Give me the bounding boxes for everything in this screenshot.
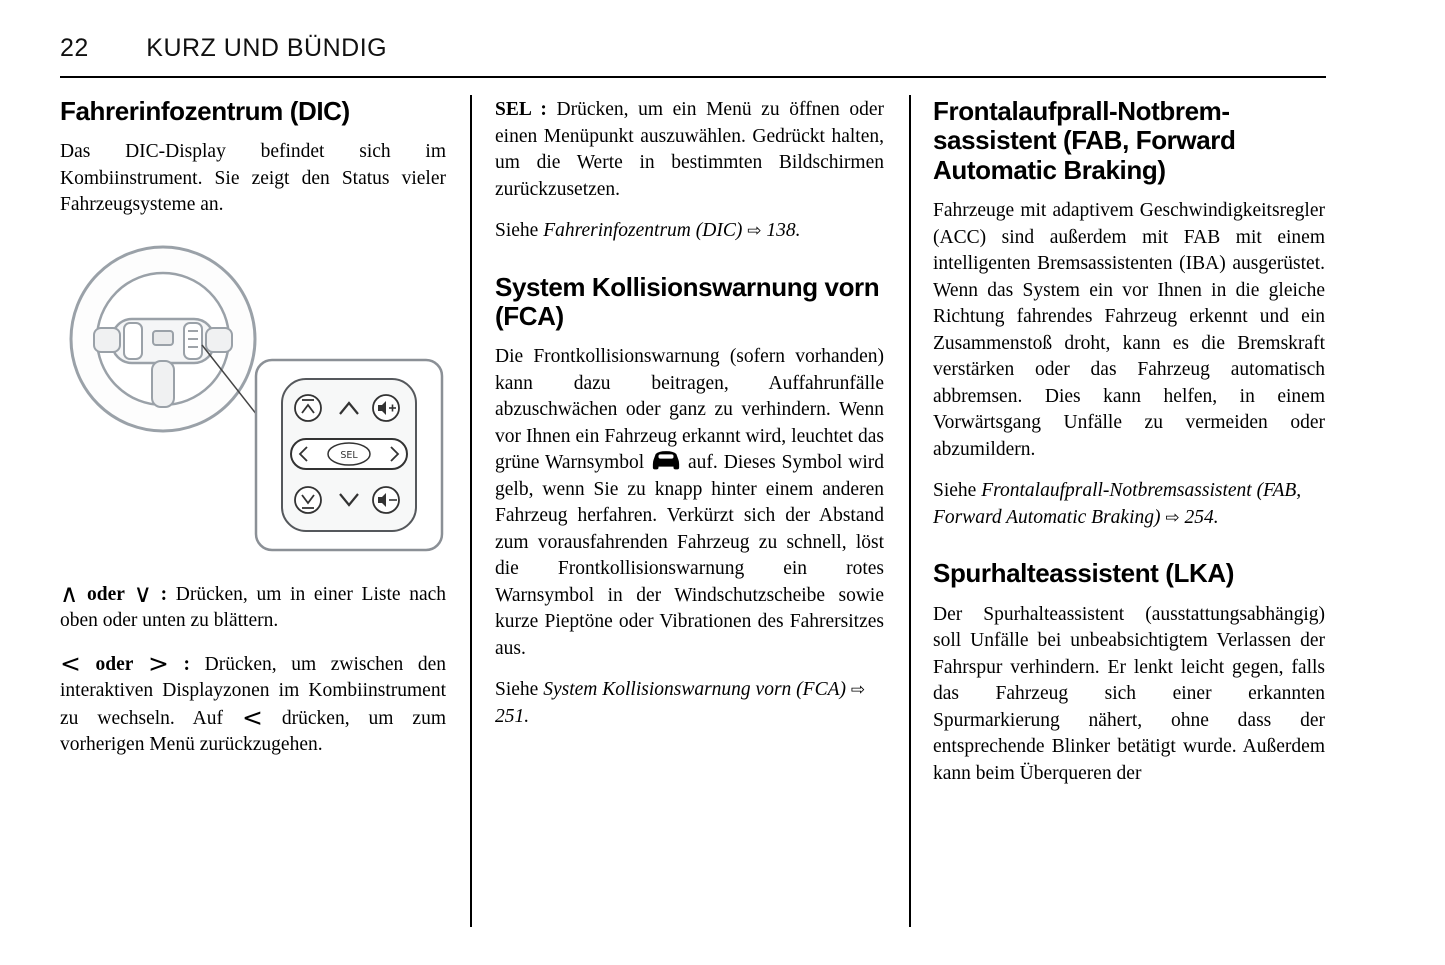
colon-label: :	[183, 653, 191, 675]
right-chevron-glyph: >	[148, 648, 169, 678]
column-middle	[495, 97, 884, 802]
page-title: KURZ UND BÜNDIG	[146, 34, 388, 62]
reference-prefix: Siehe	[495, 220, 539, 241]
leftright-text-a: Drücken, um zwischen den interaktiven Displayzonen im Kombiinstrument zu wechseln. Auf	[60, 653, 446, 729]
oder-label: oder	[87, 583, 125, 605]
steering-wheel-figure	[60, 243, 450, 553]
page-ref-arrow-icon: ⇨	[850, 680, 866, 701]
volume-down-icon	[373, 487, 399, 513]
leftright-text-b: drücken, um zum vorherigen Menü zurückzugehen.	[60, 707, 447, 756]
updown-instruction	[60, 578, 447, 635]
page-number: 22	[60, 34, 89, 62]
steering-wheel	[71, 247, 255, 431]
left-chevron-glyph: <	[60, 648, 81, 678]
fca-text-a: Die Frontkollisionswarnung (sofern vorhanden) kann dazu beitragen, Auffahrunfälle abzuschwächen oder ganz zu verhindern. Wenn vor Ihnen ein Fahrzeug erkannt wird, leuchtet das grüne Warnsymbol	[495, 346, 884, 474]
reference-page: 138.	[766, 220, 801, 241]
reference-title: Fahrerinfozentrum (DIC)	[543, 220, 743, 241]
heading-lka: Spurhalteassistent (LKA)	[933, 558, 1235, 589]
reference-page: 251.	[495, 705, 530, 727]
steering-wheel-illustration	[60, 243, 450, 553]
reference-dic	[495, 218, 884, 245]
volume-up-icon	[373, 395, 399, 421]
heading-fab: Frontalaufprall-Notbremsassistent (FAB, Forward Automatic Braking)	[933, 96, 1236, 185]
colon-label: :	[160, 583, 168, 605]
down-chevron-glyph: ∨	[133, 578, 152, 608]
reference-title: System Kollisionswarnung vorn (FCA)	[543, 679, 846, 701]
page-header	[60, 34, 387, 63]
heading-fca: System Kollisionswarnung vorn (FCA)	[495, 271, 880, 331]
reference-prefix: Siehe	[495, 679, 539, 701]
sel-text: Drücken, um ein Menü zu öffnen oder einen Menüpunkt auszuwählen. Gedrückt halten, um die Werte in bestimmten Bildschirmen zurückzusetzen.	[495, 99, 884, 200]
page-ref-arrow-icon: ⇨	[1165, 507, 1180, 528]
reference-title: Frontalaufprall-Notbremsassistent (FAB, Forward Automatic Braking)	[933, 480, 1302, 528]
favorites-down-button-icon	[295, 487, 321, 513]
dic-intro-paragraph: Das DIC-Display befindet sich im Kombiinstrument. Sie zeigt den Status vieler Fahrzeugsysteme an.	[60, 141, 446, 216]
left-control-pod	[124, 323, 142, 359]
sel-label: SEL :	[495, 99, 547, 120]
heading-dic: Fahrerinfozentrum (DIC)	[60, 96, 350, 126]
sel-instruction	[495, 97, 884, 203]
reference-fab	[933, 478, 1325, 531]
fab-paragraph: Fahrzeuge mit adaptivem Geschwindigkeitsregler (ACC) sind außerdem mit FAB mit einem intelligenten Bremsassistenten (IBA) ausgerüstet. Wenn das System ein vor Ihnen in die gleiche Richtung fahrendes Fahrzeug erkennt und ein Zusammenstoß droht, kann es die Bremskraft verstärken oder das Fahrzeug automatisch abbremsen. Dies kann helfen, in einem Vorwärtsgang Unfälle zu vermeiden oder abzumildern.	[933, 200, 1325, 460]
dic-control-pod	[184, 323, 202, 359]
column-right	[933, 97, 1325, 802]
fca-text-b: auf. Dieses Symbol wird gelb, wenn Sie zu knapp hinter einem anderen Fahrzeug herfahren. Verkürzt sich der Abstand zum vorausfahrenden Fahrzeug zu schnell, löst die Frontkollisionswarnung ein rotes Warnsymbol in der Windschutzscheibe sowie kurze Pieptöne oder Vibrationen des Fahrersitzes aus.	[495, 452, 885, 659]
vehicle-ahead-icon	[651, 450, 681, 471]
oder-label: oder	[95, 653, 134, 675]
left-chevron-glyph-inline: <	[241, 702, 263, 732]
fca-paragraph	[495, 344, 884, 662]
favorites-up-button-icon	[295, 395, 321, 421]
up-chevron-glyph: ∧	[60, 578, 79, 608]
reference-fca	[495, 677, 884, 730]
lka-paragraph: Der Spurhalteassistent (ausstattungsabhängig) soll Unfälle bei unbeabsichtigtem Verlassen der Fahrspur verhindern. Er lenkt leicht gegen, falls das Fahrzeug sich einer erkannten Spurmarkierung nähert, ohne dass der entsprechende Blinker betätigt wurde. Außerdem kann beim Überqueren der	[933, 603, 1325, 784]
sel-rocker	[291, 439, 407, 469]
header-rule	[60, 76, 1326, 78]
reference-page: 254.	[1184, 506, 1219, 528]
page-ref-arrow-icon: ⇨	[747, 221, 762, 241]
leftright-instruction	[60, 648, 447, 759]
controls-callout	[256, 360, 442, 550]
column-left	[60, 97, 446, 802]
reference-prefix: Siehe	[933, 480, 977, 502]
wheel-emblem	[153, 331, 173, 345]
page-columns	[60, 97, 1325, 802]
updown-text: Drücken, um in einer Liste nach oben oder unten zu blättern.	[60, 583, 447, 632]
sel-button-label: SEL	[340, 449, 358, 461]
